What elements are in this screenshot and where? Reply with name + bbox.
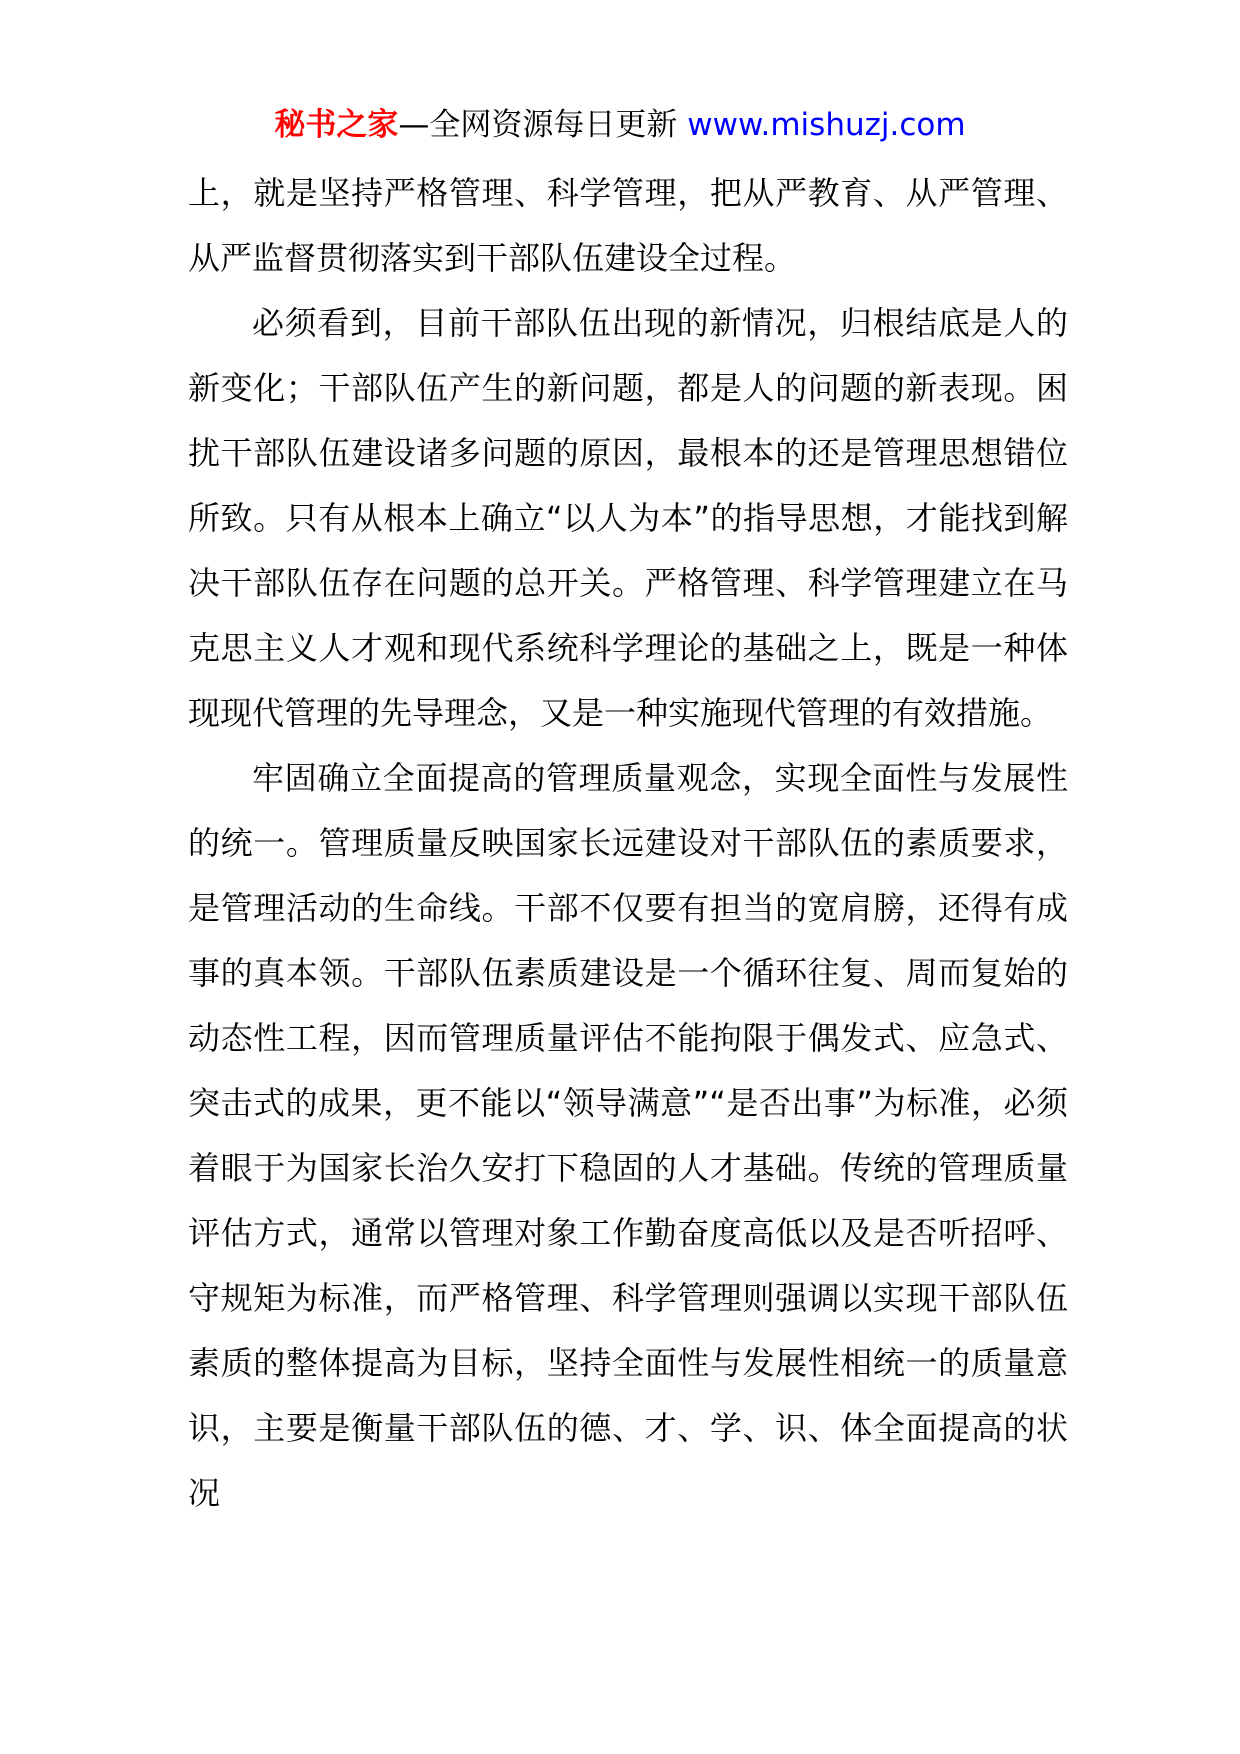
page-header — [0, 103, 1240, 147]
brand-name: 秘书之家 — [274, 107, 399, 143]
paragraph: 必须看到，目前干部队伍出现的新情况，归根结底是人的新变化；干部队伍产生的新问题，都是人的问题的新表现。困扰干部队伍建设诸多问题的原因，最根本的还是管理思想错位所致。只有从根本上确立“以人为本”的指导思想，才能找到解决干部队伍存在问题的总开关。严格管理、科学管理建立在马克思主义人才观和现代系统科学理论的基础之上，既是一种体现现代管理的先导理念，又是一种实施现代管理的有效措施。 — [188, 304, 1068, 732]
paragraph-continuation: 上，就是坚持严格管理、科学管理，把从严教育、从严管理、从严监督贯彻落实到干部队伍建设全过程。 — [188, 174, 1068, 277]
site-url-link[interactable]: www.mishuzj.com — [687, 107, 966, 143]
document-body — [188, 161, 1068, 1526]
header-slogan: —全网资源每日更新 — [398, 107, 688, 143]
paragraph: 牢固确立全面提高的管理质量观念，实现全面性与发展性的统一。管理质量反映国家长远建设对干部队伍的素质要求，是管理活动的生命线。干部不仅要有担当的宽肩膀，还得有成事的真本领。干部队伍素质建设是一个循环往复、周而复始的动态性工程，因而管理质量评估不能拘限于偶发式、应急式、突击式的成果，更不能以“领导满意”“是否出事”为标准，必须着眼于为国家长治久安打下稳固的人才基础。传统的管理质量评估方式，通常以管理对象工作勤奋度高低以及是否听招呼、守规矩为标准，而严格管理、科学管理则强调以实现干部队伍素质的整体提高为目标，坚持全面性与发展性相统一的质量意识，主要是衡量干部队伍的德、才、学、识、体全面提高的状况 — [188, 759, 1068, 1512]
